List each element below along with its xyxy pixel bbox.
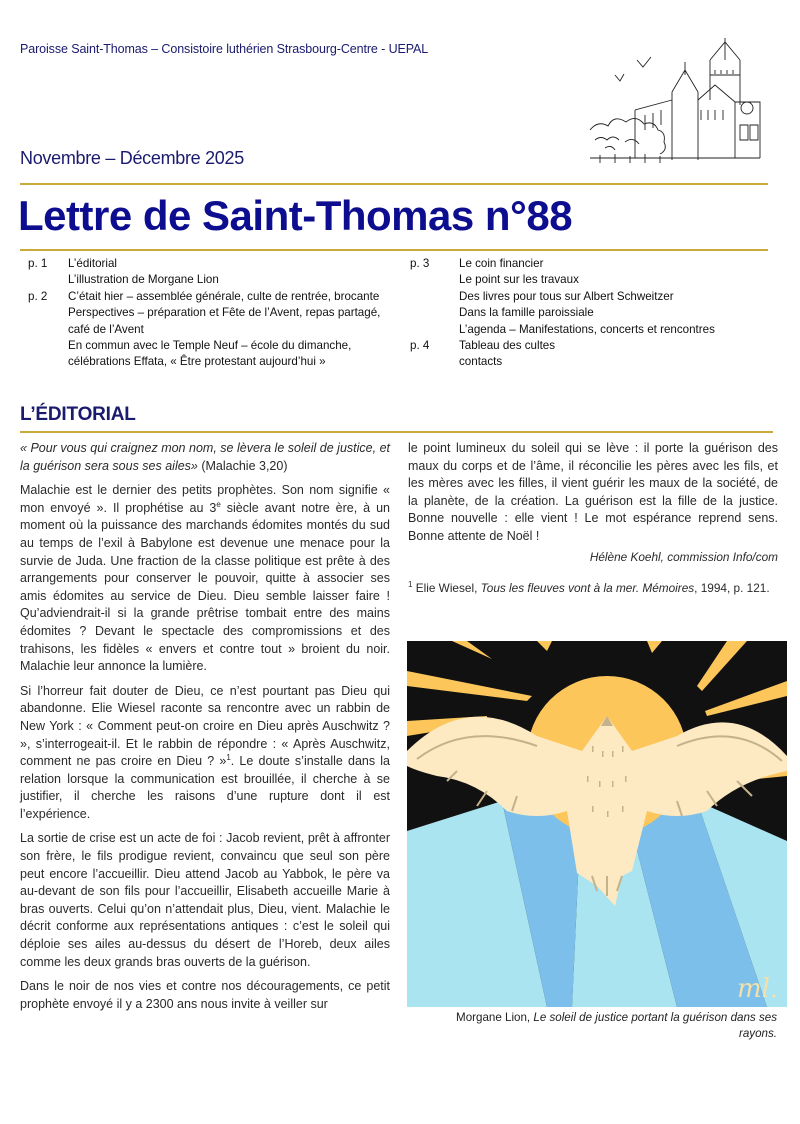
- toc-page-number: p. 2: [28, 289, 48, 303]
- toc-entry: [28, 256, 388, 289]
- editorial-column-left: [20, 440, 390, 1020]
- toc-page-number: p. 4: [410, 339, 430, 353]
- toc-item[interactable]: Le point sur les travaux: [459, 273, 579, 287]
- editorial-column-right: [408, 440, 778, 596]
- editorial-quote: « Pour vous qui craignez mon nom, se lèvera le soleil de justice, et la guérison sera sous ses ailes» (Malachie 3,20): [20, 441, 390, 473]
- organization-header: Paroisse Saint-Thomas – Consistoire luthérien Strasbourg-Centre - UEPAL: [20, 42, 429, 56]
- toc-item[interactable]: L’illustration de Morgane Lion: [68, 273, 219, 287]
- toc-item[interactable]: Perspectives – préparation et Fête de l’Avent, repas partagé, café de l’Avent: [68, 306, 381, 336]
- dove-sun-illustration: [407, 641, 787, 1007]
- toc-item[interactable]: Le coin financier: [459, 257, 544, 270]
- footnote: $^1$ Elie Wiesel, Tous les fleuves vont à la mer. Mémoires, 1994, p. 121.: [408, 580, 770, 596]
- editorial-paragraph: le point lumineux du soleil qui se lève : il porte la guérison des maux du corps et de l’âme, il réconcilie les pères avec les fils, et les mères avec les filles, il vient guérir les maux de la société, de la planète, de la création. La guérison est la fille de la justice. Bonne nouvelle : elle vient ! Le mot espérance reprend sens. Bonne attente de Noël !: [408, 441, 778, 543]
- editorial-paragraph: Dans le noir de nos vies et contre nos découragements, ce petit prophète envoyé il y a 2300 ans nous invite à veiller sur: [20, 979, 390, 1011]
- toc-entry: [410, 256, 790, 338]
- divider-rule: [20, 183, 768, 185]
- toc-item[interactable]: Tableau des cultes: [459, 339, 556, 353]
- toc-page-number: p. 3: [410, 257, 430, 270]
- toc-entry: [28, 289, 388, 371]
- toc-item[interactable]: C’était hier – assemblée générale, culte de rentrée, brocante: [68, 289, 380, 303]
- toc-item[interactable]: L’éditorial: [68, 257, 117, 270]
- footnote-reference[interactable]: 1: [226, 752, 231, 762]
- artist-signature: ml.: [737, 974, 779, 1004]
- table-of-contents-left: [28, 256, 388, 371]
- editorial-heading: L’ÉDITORIAL: [20, 404, 136, 425]
- divider-rule: [20, 249, 768, 251]
- editorial-paragraph: Malachie est le dernier des petits prophètes. Son nom signifie « mon envoyé ». Il prophétise au 3e siècle avant notre ère, à un moment où la puissance des marchands édomites montés du sud au temps de l’exil à Babylone est devenue une menace pour la survie de Juda. Une fraction de la classe politique est prête à des arrangements pour conserver le pouvoir, quitte à associer ses amis édomites au service de Dieu. Dieu semble laisser faire ! Qu’adviendrait-il si la grande prêtrise tombait entre des mains édomites ? Devant le spectacle des compromissions et des trahisons, les fidèles « envers et contre tout » broient du noir. Malachie leur annonce la lumière.: [20, 483, 390, 674]
- editorial-paragraph: La sortie de crise est un acte de foi : Jacob revient, prêt à affronter son frère, le fils prodigue revient, convaincu que seul son père peut encore l’accueillir. Dieu attend Jacob au Yabbok, le père va au-devant de son fils pour l’accueillir, Elisabeth accueille Marie à bras ouverts. Celui qu’on n’attendait plus, Dieu, vient. Malachie le décrit conforme aux représentations antiques : c’est le soleil qui déploie ses ailes au-dessus du désert de l’Horeb, deux ailes comme les deux grands bras ouverts de la guérison.: [20, 831, 390, 969]
- table-of-contents-right: [410, 256, 790, 371]
- toc-item[interactable]: Dans la famille paroissiale: [459, 306, 594, 320]
- toc-item[interactable]: contacts: [459, 355, 503, 369]
- toc-item[interactable]: L’agenda – Manifestations, concerts et rencontres: [459, 322, 715, 336]
- editorial-paragraph: Si l’horreur fait douter de Dieu, ce n’est pourtant pas Dieu qui abandonne. Elie Wiesel raconte sa rencontre avec un rabbin de New York : « Comment peut-on croire en Dieu après Auschwitz ? », s’interrogeait-il. Et le rabbin de répondre : « Après Auschwitz, comment ne pas croire en Dieu ? »$^1$. Le doute s’installe dans la relation lorsque la communication est brouillée, il cherche à se justifier, il cherche les raisons d’une rupture dont il est l’expérience.: [20, 683, 391, 821]
- divider-rule: [20, 431, 773, 433]
- toc-entry: [410, 338, 790, 371]
- church-sketch-illustration: [575, 30, 800, 180]
- illustration-caption: Morgane Lion, Le soleil de justice portant la guérison dans ses rayons.: [456, 1011, 777, 1040]
- toc-item[interactable]: Des livres pour tous sur Albert Schweitzer: [459, 289, 674, 303]
- issue-date: Novembre – Décembre 2025: [20, 148, 244, 168]
- toc-item[interactable]: En commun avec le Temple Neuf – école du dimanche, célébrations Effata, « Être protestant aujourd’hui »: [68, 339, 352, 369]
- newsletter-title: Lettre de Saint-Thomas n°88: [18, 192, 573, 239]
- author-signature: Hélène Koehl, commission Info/com: [589, 549, 778, 564]
- toc-page-number: p. 1: [28, 257, 48, 270]
